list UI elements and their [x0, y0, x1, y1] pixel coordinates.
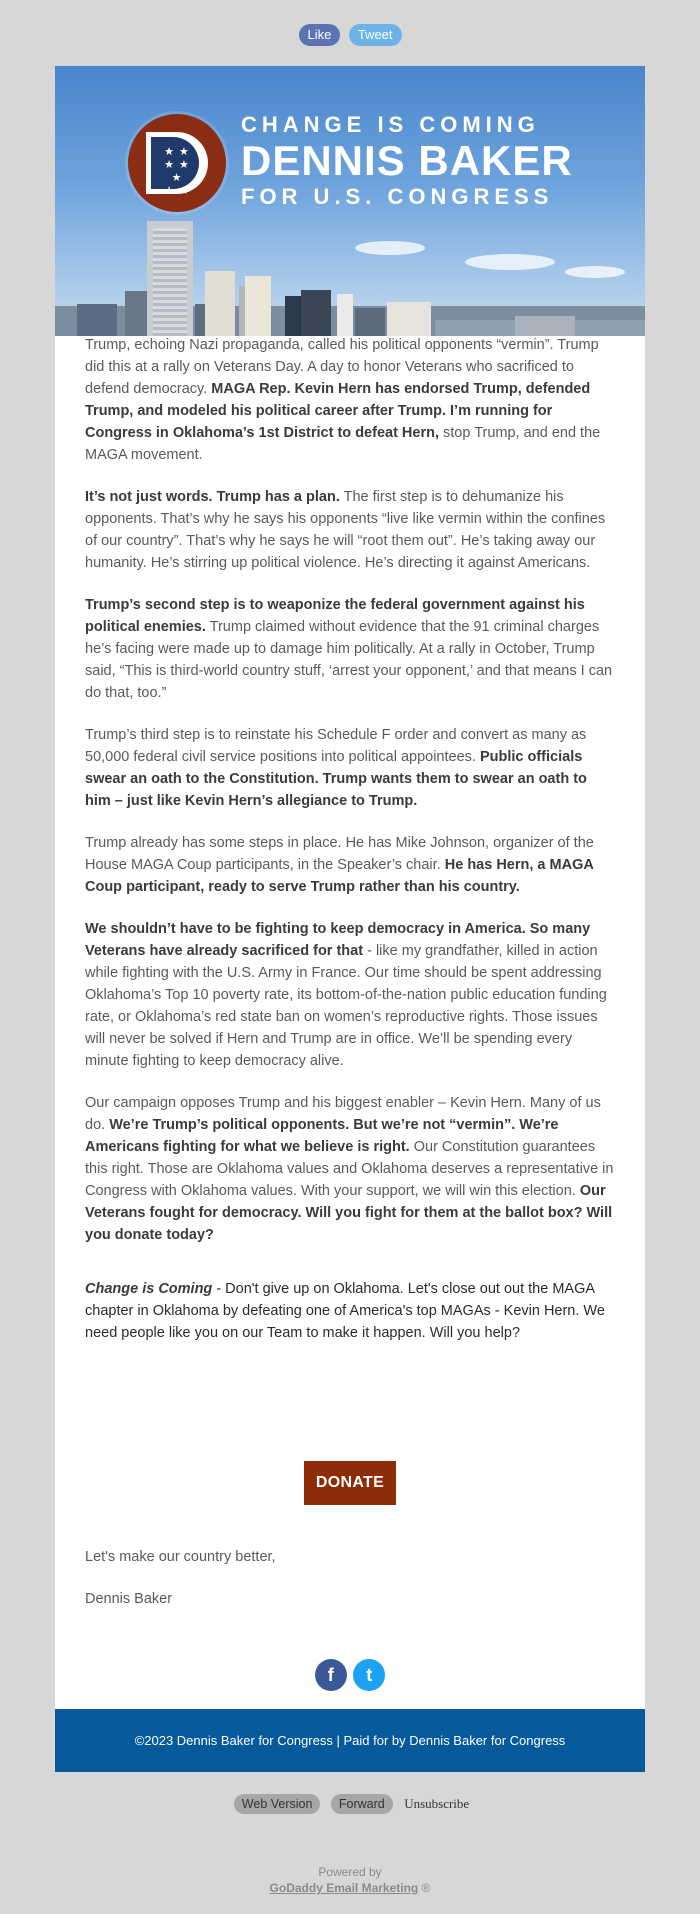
office-title: FOR U.S. CONGRESS [241, 184, 554, 209]
signature: Dennis Baker [85, 1591, 173, 1607]
email-card [55, 66, 645, 1772]
stars-icon: ★ ★ ★ ★ ★ ★ ★ [164, 146, 190, 197]
text-span: Trump claimed without evidence that the 91 criminal charges he’s facing were made up to damage him politically. At a rally in October, Trump said, “This is third-world country stuff, ‘arrest your opponent,’ and that means I can do that, too.” [85, 619, 613, 701]
paragraph-7 [85, 1092, 615, 1246]
cloud [465, 254, 555, 270]
text-span: stop Trump, and end the MAGA movement. [85, 425, 601, 463]
donate-section [55, 1461, 645, 1505]
unsubscribe-link[interactable]: Unsubscribe [404, 1796, 470, 1811]
hero-tagline: CHANGE IS COMING [241, 112, 540, 137]
social-links [55, 1659, 645, 1691]
hero-title [241, 112, 573, 210]
forward-link[interactable]: Forward [331, 1794, 393, 1814]
campaign-slogan: Change is Coming [85, 1281, 213, 1297]
candidate-name: DENNIS BAKER [241, 137, 573, 184]
text-span: Our Constitution guarantees this right. Those are Oklahoma values and Oklahoma deserves a representative in Congress with Oklahoma values. With your support, we will win this election. [85, 1139, 614, 1199]
logo-letter-d [146, 132, 208, 197]
paragraph-2 [85, 486, 615, 574]
paragraph-3 [85, 594, 615, 704]
text-span-bold: He has Hern, a MAGA Coup participant, ready to serve Trump rather than his country. [85, 857, 594, 895]
paragraph-5 [85, 832, 615, 898]
text-span-bold: Our Veterans fought for democracy. Will you fight for them at the ballot box? Will you donate today? [85, 1183, 613, 1243]
closing-line: Let's make our country better, [85, 1549, 276, 1565]
text-span: Our campaign opposes Trump and his biggest enabler – Kevin Hern. Many of us do. [85, 1095, 601, 1133]
like-button[interactable]: Like [299, 24, 341, 46]
text-span: - like my grandfather, killed in action while fighting with the U.S. Army in France. Our time should be spent addressing Oklahoma’s Top 10 poverty rate, its bottom-of-the-nation public education funding rate, or Oklahoma’s red state ban on women’s reproductive rights. Those issues will never be solved if Hern and Trump are in office. We’ll be spending every minute fighting to keep democracy alive. [85, 943, 607, 1069]
text-span-bold: It’s not just words. Trump has a plan. [85, 489, 340, 505]
facebook-icon[interactable]: f [315, 1659, 347, 1691]
tweet-button[interactable]: Tweet [349, 24, 402, 46]
godaddy-link[interactable]: GoDaddy Email Marketing [269, 1881, 419, 1895]
registered-mark: ® [421, 1881, 431, 1895]
powered-by-label: Powered by [318, 1865, 382, 1879]
letter-body [85, 334, 615, 1364]
closing [85, 1546, 276, 1630]
powered-by [0, 1864, 700, 1896]
paragraph-1 [85, 334, 615, 466]
web-version-link[interactable]: Web Version [234, 1794, 321, 1814]
text-span: The first step is to dehumanize his opponents. That’s why he says his opponents “live like vermin within the confines of our country”. That’s why he says he will “root them out”. He’s taking away our humanity. He’s stirring up political violence. He’s directing it against Americans. [85, 489, 606, 571]
text-span: Trump, echoing Nazi propaganda, called his political opponents “vermin”. Trump did this at a rally on Veterans Day. A day to honor Veterans who sacrificed to defend democracy. [85, 337, 599, 397]
text-span-bold: We shouldn’t have to be fighting to keep democracy in America. So many Veterans have already sacrificed for that [85, 921, 591, 959]
share-bar [0, 24, 700, 46]
cloud [355, 241, 425, 255]
paragraph-6 [85, 918, 615, 1072]
text-span-bold: Public officials swear an oath to the Constitution. Trump wants them to swear an oath to him – just like Kevin Hern’s allegiance to Trump. [85, 749, 587, 809]
text-span: - Don't give up on Oklahoma. Let's close out out the MAGA chapter in Oklahoma by defeating one of America's top MAGAs - Kevin Hern. We need people like you on our Team to make it happen. Will you help? [85, 1281, 605, 1341]
email-links [0, 1794, 700, 1814]
cloud [565, 266, 625, 278]
text-span: Trump’s third step is to reinstate his Schedule F order and convert as many as 50,000 federal civil service positions into political appointees. [85, 727, 587, 765]
text-span-bold: MAGA Rep. Kevin Hern has endorsed Trump, defended Trump, and modeled his political career after Trump. I’m running for Congress in Oklahoma’s 1st District to defeat Hern, [85, 381, 591, 441]
text-span-bold: We’re Trump’s political opponents. But we’re not “vermin”. We’re Americans fighting for what we believe is right. [85, 1117, 559, 1155]
donate-button[interactable]: DONATE [304, 1461, 396, 1505]
paragraph-8 [85, 1278, 615, 1344]
hero-banner [55, 66, 645, 336]
paragraph-4 [85, 724, 615, 812]
text-span: Trump already has some steps in place. He has Mike Johnson, organizer of the House MAGA Coup participants, in the Speaker’s chair. [85, 835, 594, 873]
twitter-icon[interactable]: t [353, 1659, 385, 1691]
footer-disclaimer: ©2023 Dennis Baker for Congress | Paid for by Dennis Baker for Congress [55, 1709, 645, 1772]
text-span-bold: Trump’s second step is to weaponize the federal government against his political enemies. [85, 597, 585, 635]
campaign-logo [128, 114, 226, 212]
